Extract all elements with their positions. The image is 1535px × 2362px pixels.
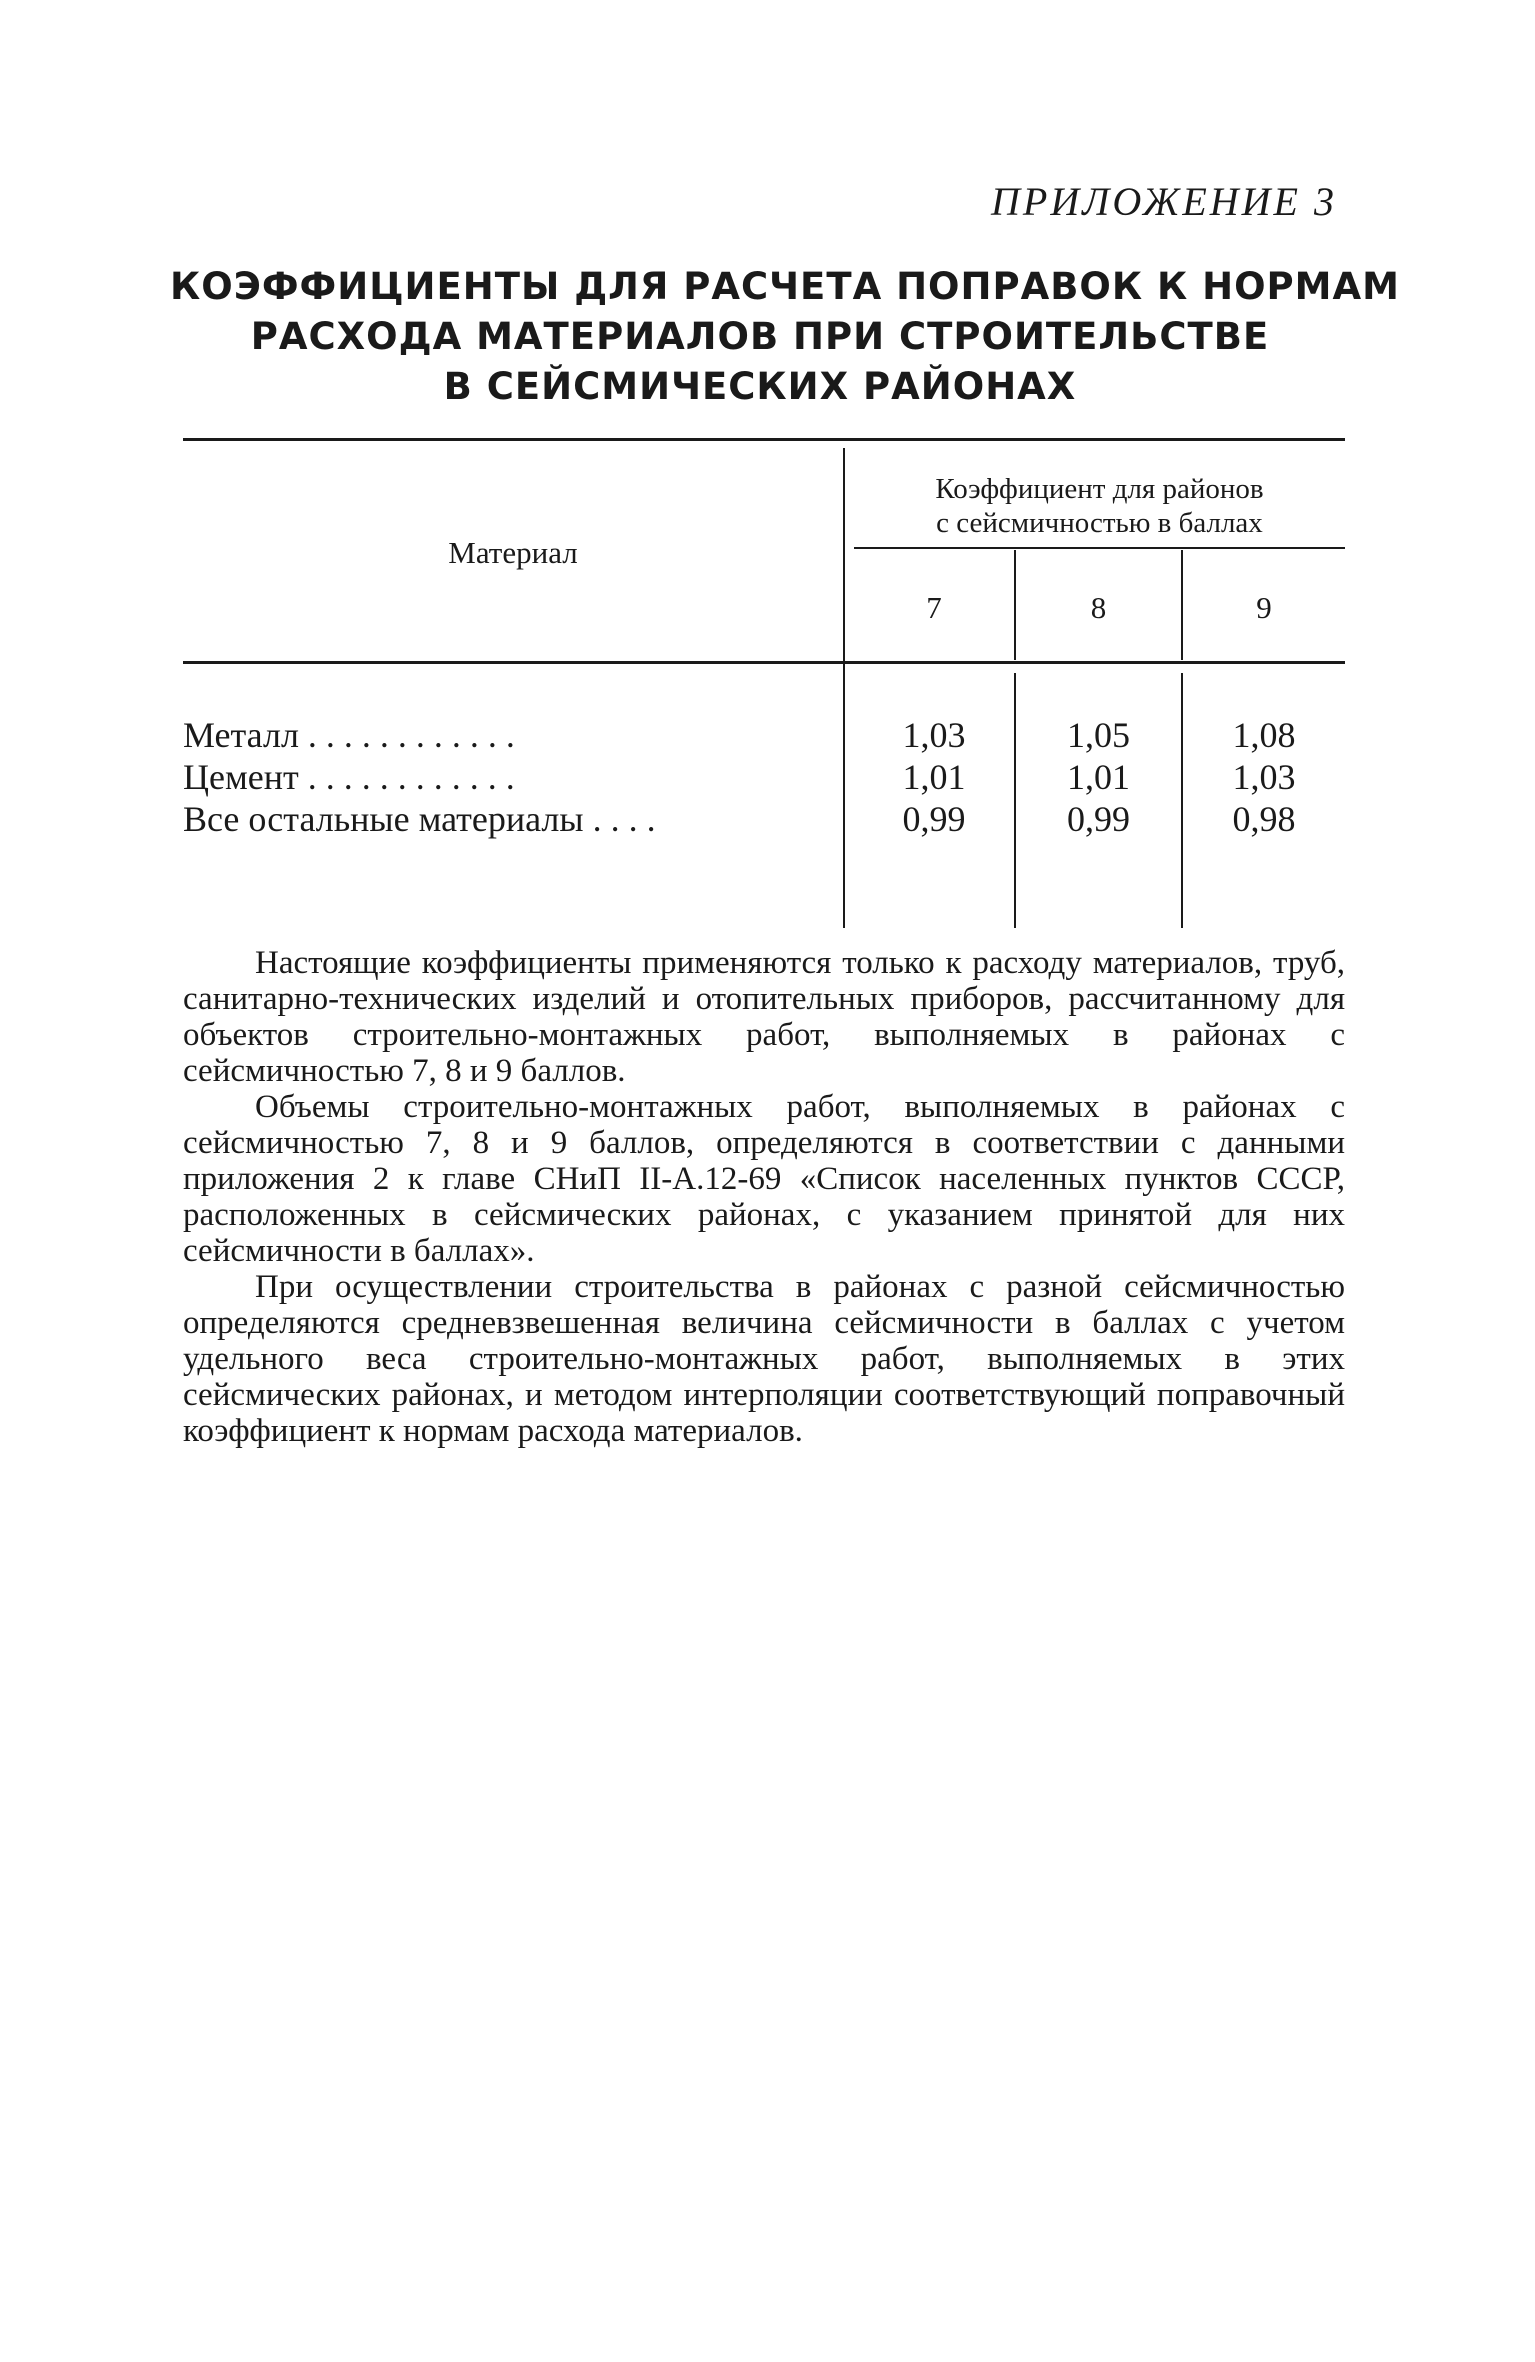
row-value-9: 1,03: [1232, 757, 1296, 797]
row-value-7: 1,01: [902, 757, 966, 797]
paragraph: При осуществлении строительства в районах с разной сейсмичностью определяются средневзвешенная величина сейсмичности в баллах с учетом удельного веса строительно-монтажных работ, выполняемых в этих сейсмических районах, и методом интерполяции соответствующий поправочный коэффициент к нормам расхода материалов.: [183, 1269, 1345, 1449]
paragraph: Объемы строительно-монтажных работ, выполняемых в районах с сейсмичностью 7, 8 и 9 баллов, определяются в соответствии с данными приложения 2 к главе СНиП II-А.12-69 «Список населенных пунктов СССР, расположенных в сейсмических районах, с указанием принятой для них сейсмичности в баллах».: [183, 1089, 1345, 1269]
appendix-label: ПРИЛОЖЕНИЕ 3: [991, 179, 1337, 224]
row-value-8: 0,99: [1067, 799, 1130, 839]
row-material: Цемент . . . . . . . . . . . .: [183, 757, 515, 797]
header-col-7: 7: [926, 590, 942, 625]
header-col-9: 9: [1256, 590, 1272, 625]
row-material: Металл . . . . . . . . . . . .: [183, 715, 515, 755]
header-group-line-1: Коэффициент для районов: [935, 473, 1264, 505]
title-line-3: В СЕЙСМИЧЕСКИХ РАЙОНАХ: [443, 365, 1077, 408]
paragraph: Настоящие коэффициенты применяются только к расходу материалов, труб, санитарно-технических изделий и отопительных приборов, рассчитанному для объектов строительно-монтажных работ, выполняемых в районах с сейсмичностью 7, 8 и 9 баллов.: [183, 945, 1345, 1089]
table-row: [183, 714, 1345, 756]
table-row: [183, 798, 1345, 840]
row-material: Все остальные материалы . . . .: [183, 799, 656, 839]
table-top-rule: [183, 438, 1345, 441]
row-value-9: 1,08: [1232, 715, 1296, 755]
table-header-subrule: [854, 547, 1345, 549]
body-text: [183, 945, 1345, 1449]
row-value-8: 1,05: [1067, 715, 1130, 755]
table-header-rule: [183, 661, 1345, 664]
title-line-2: РАСХОДА МАТЕРИАЛОВ ПРИ СТРОИТЕЛЬСТВЕ: [250, 315, 1270, 358]
page-title: [170, 262, 1400, 412]
header-coefficient-group: [854, 472, 1345, 540]
header-material: Материал: [448, 535, 578, 570]
row-value-7: 1,03: [902, 715, 966, 755]
coefficients-table: [183, 438, 1345, 928]
table-row: [183, 756, 1345, 798]
table-column-divider: [843, 448, 845, 928]
title-line-1: КОЭФФИЦИЕНТЫ ДЛЯ РАСЧЕТА ПОПРАВОК К НОРМАМ: [170, 265, 1400, 308]
row-value-9: 0,98: [1232, 799, 1296, 839]
row-value-8: 1,01: [1067, 757, 1130, 797]
row-value-7: 0,99: [902, 799, 966, 839]
header-col-8: 8: [1090, 590, 1107, 625]
header-group-line-2: с сейсмичностью в баллах: [936, 507, 1263, 539]
